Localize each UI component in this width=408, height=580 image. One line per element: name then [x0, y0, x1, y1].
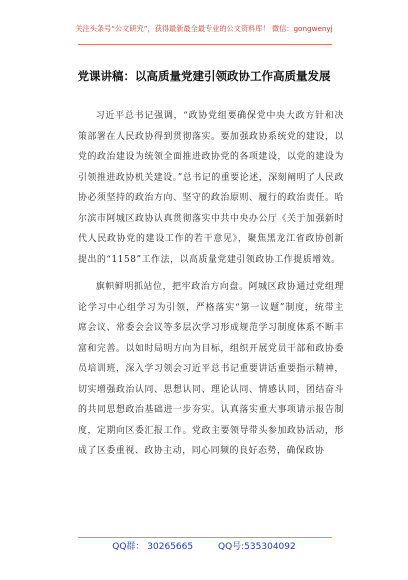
footer-qq-group: QQ群： 30265665	[112, 542, 194, 552]
footer-contact	[0, 540, 408, 554]
header-divider	[78, 44, 332, 45]
body-paragraph-1: 习近平总书记强调，“政协党组要确保党中央大政方针和决策部署在人民政协得到贯彻落实。要加强政协系统党的建设，以党的政治建设为统领全面推进政协党的各项建设，以党的建设为引领推进政协机关建设。”总书记的重要论述，深刻阐明了人民政协必须坚持的政治方向、坚守的政治原则、履行的政治责任。哈尔滨市阿城区政协认真贯彻落实中共中央办公厅《关于加强新时代人民政协党的建设工作的若干意见》，聚焦黑龙江省政协创新提出的“1158”工作法，以高质量党建引领政协工作提质增效。	[78, 111, 344, 265]
document-title: 党课讲稿：以高质量党建引领政协工作高质量发展	[77, 69, 331, 83]
footer-qq-number: QQ号:535304092	[217, 542, 296, 552]
body-paragraph-2: 旗帜鲜明抓站位，把牢政治方向盘。阿城区政协通过党组理论学习中心组学习为引领，严格落实“第一议题”制度，统带主席会议、常委会会议等多层次学习形成规范学习制度体系不断丰富和完善。以如时局明方向为目标，组织开展党员干部和政协委员培训班，深入学习领会习近平总书记重要讲话重要指示精神，切实增强政治认同、思想认同、理论认同、情感认同，团结奋斗的共同思想政治基础进一步夯实。认真落实重大事项请示报告制度，定期向区委汇报工作。党政主要领导带头参加政协活动，形成了区委重视、政协主动，同心同频的良好态势，确保政协	[78, 282, 344, 456]
footer-divider	[78, 537, 332, 538]
document-body	[78, 106, 344, 534]
header-notice: 关注头条号“公文研究”，获得最新最全最专业的公文资料库！ 微信：gongwenyj	[75, 24, 333, 33]
